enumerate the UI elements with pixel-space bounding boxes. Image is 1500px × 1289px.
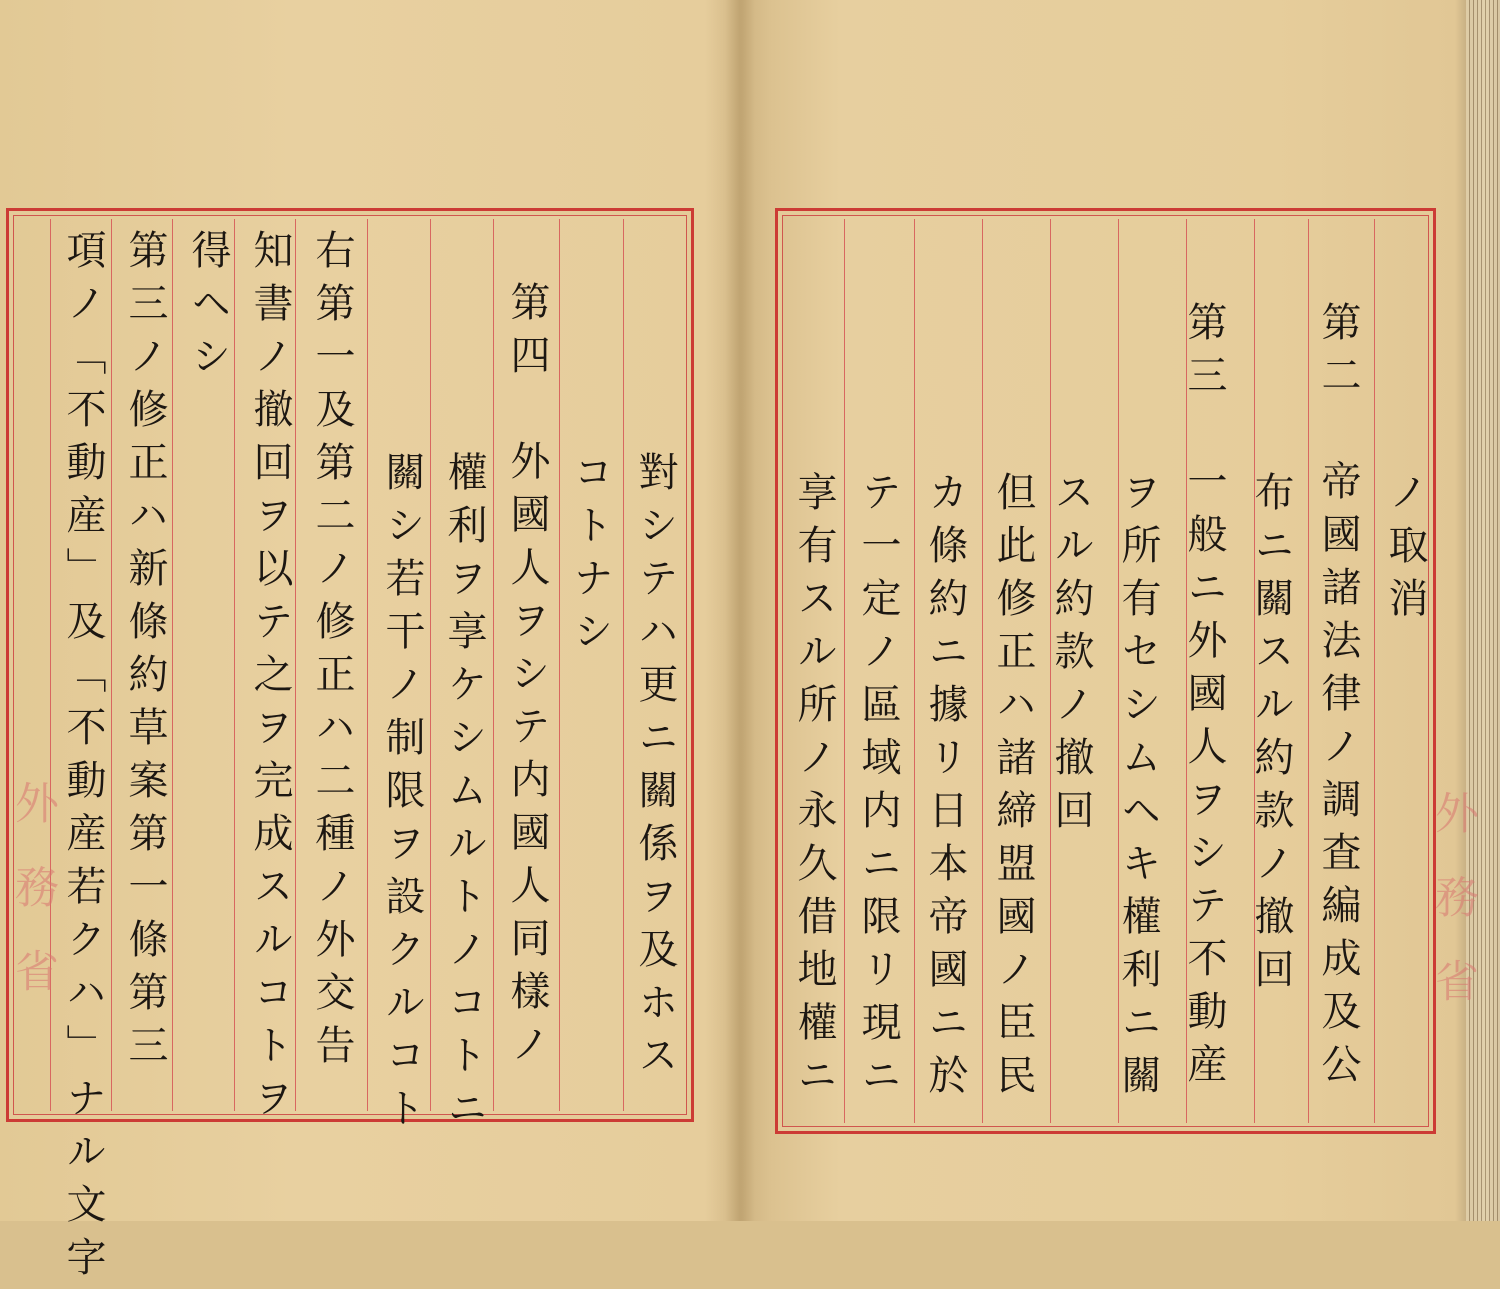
text-column-2: コトナシ	[567, 451, 613, 663]
text-column-4: 第三 一般ニ外國人ヲシテ不動産	[1181, 301, 1227, 1096]
column-rule	[559, 219, 560, 1111]
text-column-7: 但此修正ハ諸締盟國ノ臣民	[990, 471, 1036, 1107]
text-column-8: カ條約ニ據リ日本帝國ニ於	[922, 471, 968, 1107]
text-column-1: ノ取消	[1382, 471, 1428, 630]
text-column-10: 項ノ「不動産」及「不動産若クハ」ナル文字	[60, 229, 106, 1289]
text-column-6: 右第一及第二ノ修正ハ二種ノ外交告	[309, 229, 355, 1077]
column-rule	[1374, 219, 1375, 1123]
margin-stamp-left: 外務省	[7, 780, 58, 1032]
text-column-1: 對シテハ更ニ關係ヲ及ホス	[632, 451, 678, 1087]
text-column-5: ヲ所有セシムヘキ權利ニ關	[1115, 471, 1161, 1107]
column-rule	[844, 219, 845, 1123]
text-column-7: 知書ノ撤回ヲ以テ之ヲ完成スルコトヲ	[247, 229, 293, 1130]
right-page-frame	[775, 208, 1436, 1134]
text-column-3: 布ニ關スル約款ノ撤回	[1248, 471, 1294, 1001]
column-rule	[367, 219, 368, 1111]
text-column-6: スル約款ノ撤回	[1048, 471, 1094, 842]
text-column-4: 權利ヲ享ケシムルトノコトニ	[441, 451, 487, 1140]
text-column-8: 得ヘシ	[185, 229, 231, 388]
left-page-frame	[6, 208, 694, 1289]
text-column-5: 關シ若干ノ制限ヲ設クルコト	[379, 451, 425, 1140]
margin-stamp-right: 外務省	[1427, 790, 1478, 1042]
text-column-3: 第四 外國人ヲシテ内國人同樣ノ	[504, 281, 550, 1076]
text-column-2: 第二 帝國諸法律ノ調査編成及公	[1315, 301, 1361, 1096]
text-column-9: テ一定ノ區域内ニ限リ現ニ	[855, 471, 901, 1107]
book-fold	[725, 0, 755, 1221]
text-column-9: 第三ノ修正ハ新條約草案第一條第三	[122, 229, 168, 1077]
column-rule	[623, 219, 624, 1111]
text-column-10: 享有スル所ノ永久借地權ニ	[791, 471, 837, 1107]
